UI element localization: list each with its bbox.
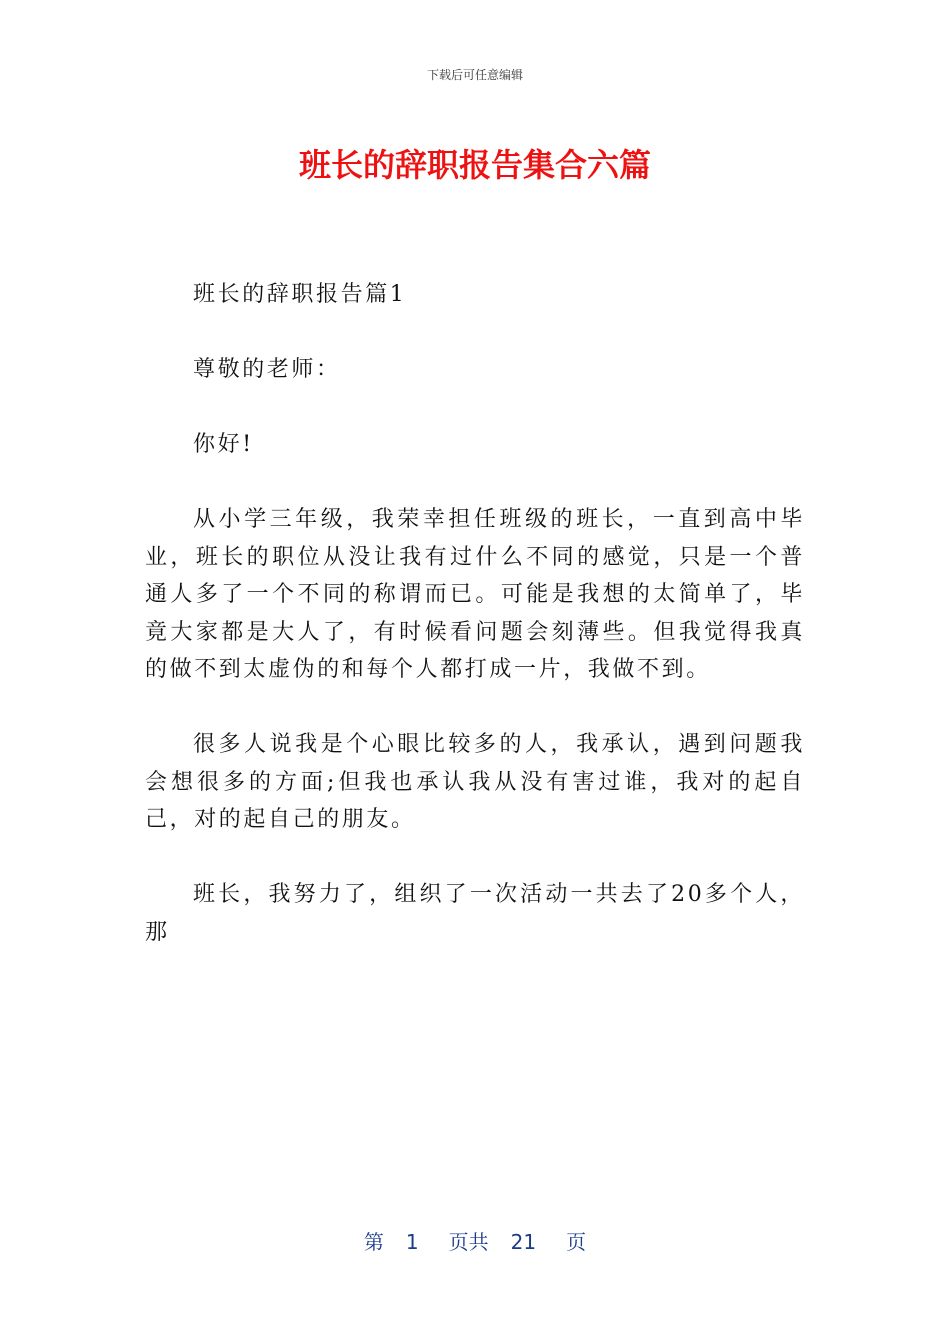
salutation: 尊敬的老师： [193, 357, 341, 382]
document-title: 班长的辞职报告集合六篇 [298, 146, 651, 184]
header-note: 下载后可任意编辑 [426, 68, 523, 82]
body-paragraph: 班长，我努力了，组织了一次活动一共去了20多个人，那 [145, 882, 805, 945]
total-pages: 21 [510, 1230, 537, 1254]
body-paragraph: 从小学三年级，我荣幸担任班级的班长，一直到高中毕业，班长的职位从没让我有过什么不同的感觉，只是一个普通人多了一个不同的称谓而已。可能是我想的太简单了，毕竟大家都是大人了，有时候看问题会刻薄些。但我觉得我真的做不到太虚伪的和每个人都打成一片，我做不到。 [145, 507, 805, 682]
body-paragraph: 很多人说我是个心眼比较多的人，我承认，遇到问题我会想很多的方面;但我也承认我从没有害过谁，我对的起自己，对的起自己的朋友。 [145, 732, 805, 832]
page-prefix: 第 [363, 1230, 384, 1254]
greeting: 你好! [193, 432, 254, 457]
page-suffix: 页 [566, 1230, 587, 1254]
document-body [145, 276, 805, 951]
page-number: 1 [405, 1230, 419, 1254]
page-footer [0, 1226, 950, 1255]
page-middle: 页共 [448, 1230, 489, 1254]
section-heading: 班长的辞职报告篇1 [193, 282, 407, 307]
